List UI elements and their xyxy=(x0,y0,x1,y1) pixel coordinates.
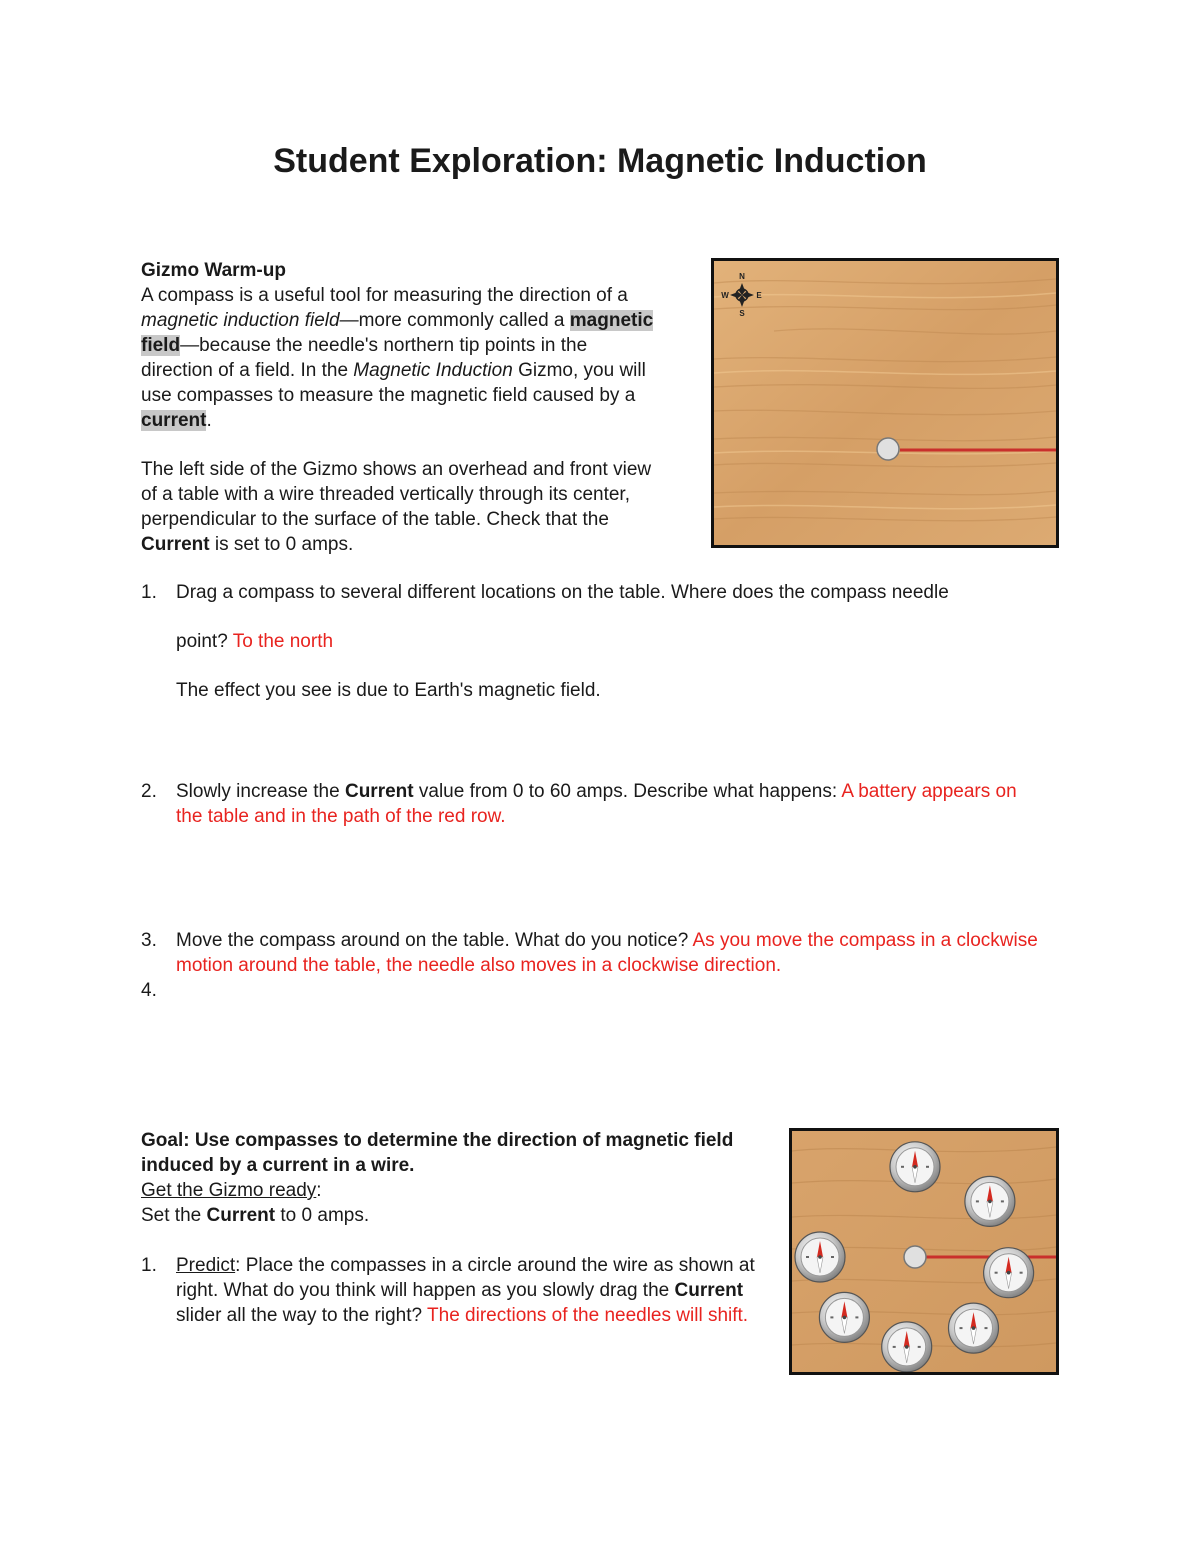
term-magnetic-field: magnetic field xyxy=(141,310,654,356)
term-current: current xyxy=(141,410,207,431)
get-ready-label: Get the Gizmo ready: xyxy=(141,1180,322,1201)
compass-icon[interactable] xyxy=(949,1303,999,1353)
warmup-paragraph-1: A compass is a useful tool for measuring the direction of a magnetic induction field—more commonly called a magnetic field—because the needle's northern tip points in the direction of a field. In the Magnetic Induction Gizmo, you will use compasses to measure the magnetic field caused by a current. xyxy=(141,285,654,431)
compass-circle-view xyxy=(792,1131,1056,1372)
compass-icon[interactable] xyxy=(882,1322,932,1372)
set-current-instruction: Set the Current to 0 amps. xyxy=(141,1205,370,1226)
svg-text:E: E xyxy=(756,291,762,300)
goal-heading: Goal: Use compasses to determine the direction of magnetic field induced by a current in a wire. xyxy=(141,1130,734,1176)
question-3-text: Move the compass around on the table. What do you notice? As you move the compass in a clockwise motion around the table, the needle also moves in a clockwise direction. xyxy=(176,930,1038,976)
compass-icon[interactable] xyxy=(795,1232,845,1282)
svg-text:N: N xyxy=(739,272,745,281)
compass-icon[interactable] xyxy=(819,1292,869,1342)
warmup-section xyxy=(141,258,661,557)
answer-3: As you move the compass in a clockwise motion around the table, the needle also moves in a clockwise direction. xyxy=(176,930,1038,976)
table-overhead-view xyxy=(714,261,1056,545)
question-1-prompt: point? To the north xyxy=(176,631,334,652)
warmup-paragraph-2: The left side of the Gizmo shows an overhead and front view of a table with a wire threaded vertically through its center, perpendicular to the surface of the table. Check that the Current is set to 0 amps. xyxy=(141,459,652,555)
page-title: Student Exploration: Magnetic Induction xyxy=(273,142,927,180)
answer-2: A battery appears on the table and in the path of the red row. xyxy=(176,781,1017,827)
svg-text:W: W xyxy=(721,291,729,300)
question-1-note: The effect you see is due to Earth's magnetic field. xyxy=(176,680,601,701)
gizmo-table-figure xyxy=(711,258,1059,548)
warmup-heading: Gizmo Warm-up xyxy=(141,260,286,281)
goal-answer-1: The directions of the needles will shift. xyxy=(427,1305,749,1326)
compass-icon[interactable] xyxy=(965,1176,1015,1226)
svg-text:S: S xyxy=(739,309,745,318)
goal-question-1-text: Predict: Place the compasses in a circle around the wire as shown at right. What do you think will happen as you slowly drag the Current slider all the way to the right? The directions of the needles will shift. xyxy=(176,1255,755,1326)
goal-section xyxy=(141,1128,773,1228)
compass-icon[interactable] xyxy=(890,1142,940,1192)
answer-1: To the north xyxy=(232,631,334,652)
compass-circle-figure xyxy=(789,1128,1059,1375)
compass-icon[interactable] xyxy=(984,1248,1034,1298)
wire-point xyxy=(904,1246,926,1268)
wire-point xyxy=(877,438,899,460)
question-2-text: Slowly increase the Current value from 0 to 60 amps. Describe what happens: A battery appears on the table and in the path of the red row. xyxy=(176,781,1017,827)
question-1-text: Drag a compass to several different locations on the table. Where does the compass needle xyxy=(176,582,949,603)
